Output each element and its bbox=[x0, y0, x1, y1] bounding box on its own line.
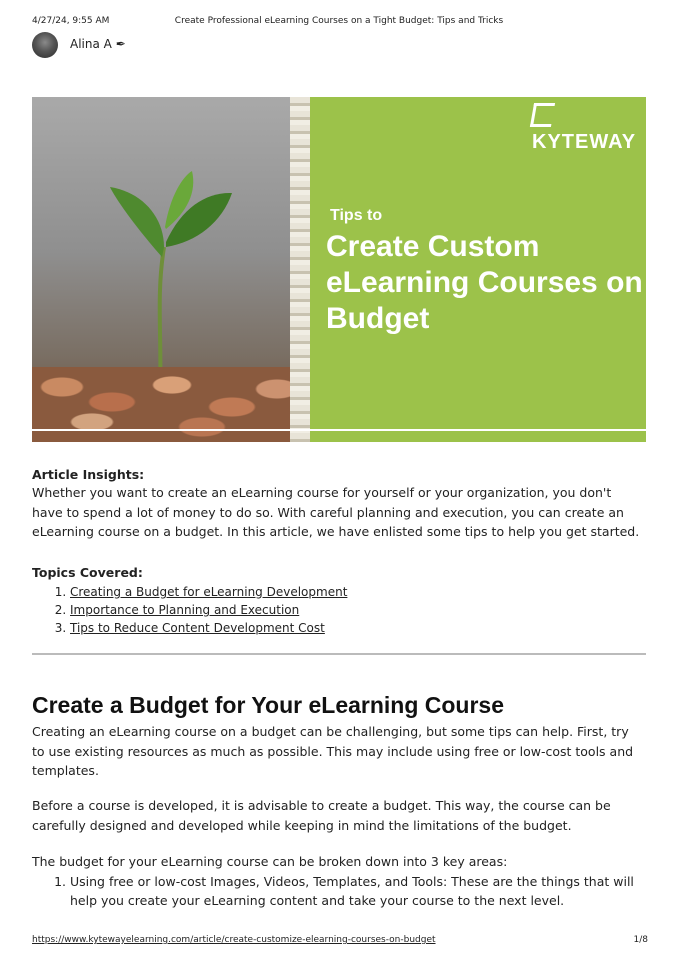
author-name[interactable] bbox=[70, 37, 126, 51]
section-divider bbox=[32, 653, 646, 655]
section-heading: Create a Budget for Your eLearning Course bbox=[32, 692, 505, 718]
banner-underline bbox=[32, 429, 646, 431]
banner-image bbox=[32, 97, 646, 442]
section-paragraph-3: The budget for your eLearning course can be broken down into 3 key areas: bbox=[32, 854, 508, 869]
footer-url-link[interactable]: https://www.kytewayelearning.com/article/create-customize-elearning-courses-on-budget bbox=[32, 935, 436, 945]
list-item bbox=[70, 601, 347, 619]
topics-list bbox=[32, 583, 347, 637]
avatar[interactable] bbox=[32, 32, 58, 58]
print-date: 4/27/24, 9:55 AM bbox=[32, 16, 110, 26]
list-item: 1. Using free or low-cost Images, Videos, Templates, and Tools: These are the things that will help you create your eLearning content and take your course to the next level. bbox=[70, 872, 644, 910]
pencil-icon: ✒ bbox=[115, 37, 126, 51]
print-page-title: Create Professional eLearning Courses on a Tight Budget: Tips and Tricks bbox=[174, 16, 504, 26]
insights-label: Article Insights: bbox=[32, 467, 145, 482]
footer-url bbox=[32, 935, 436, 945]
key-areas-list bbox=[32, 872, 644, 910]
plant-photo bbox=[32, 97, 300, 442]
author-name-text: Alina A bbox=[70, 37, 112, 51]
kyteway-logo-icon bbox=[530, 103, 555, 127]
banner-tagline: Tips to bbox=[330, 207, 383, 224]
torn-paper-edge bbox=[290, 97, 310, 442]
section-paragraph-1: Creating an eLearning course on a budget can be challenging, but some tips can help. First, try to use existing resources as much as possible. This may include using free or low-cost tools and templates. bbox=[32, 724, 634, 778]
brand-logo bbox=[532, 103, 646, 154]
brand-text: KYTEWAY bbox=[532, 131, 637, 153]
banner-headline: Create Custom eLearning Courses on Budget bbox=[326, 230, 643, 335]
list-item bbox=[70, 619, 347, 637]
topic-link-2[interactable]: Importance to Planning and Execution bbox=[70, 603, 300, 617]
list-item bbox=[70, 583, 347, 601]
topic-link-1[interactable]: Creating a Budget for eLearning Development bbox=[70, 585, 348, 599]
topics-label: Topics Covered: bbox=[32, 565, 143, 580]
section-paragraph-2: Before a course is developed, it is advisable to create a budget. This way, the course can be carefully designed and developed while keeping in mind the limitations of the budget. bbox=[32, 798, 611, 833]
page-number: 1/8 bbox=[633, 935, 648, 945]
topic-link-3[interactable]: Tips to Reduce Content Development Cost bbox=[70, 621, 325, 635]
insights-text: Whether you want to create an eLearning course for yourself or your organization, you don't have to spend a lot of money to do so. With careful planning and execution, you can create an eLearning course on a budget. In this article, we have enlisted some tips to help you get started. bbox=[32, 485, 640, 539]
